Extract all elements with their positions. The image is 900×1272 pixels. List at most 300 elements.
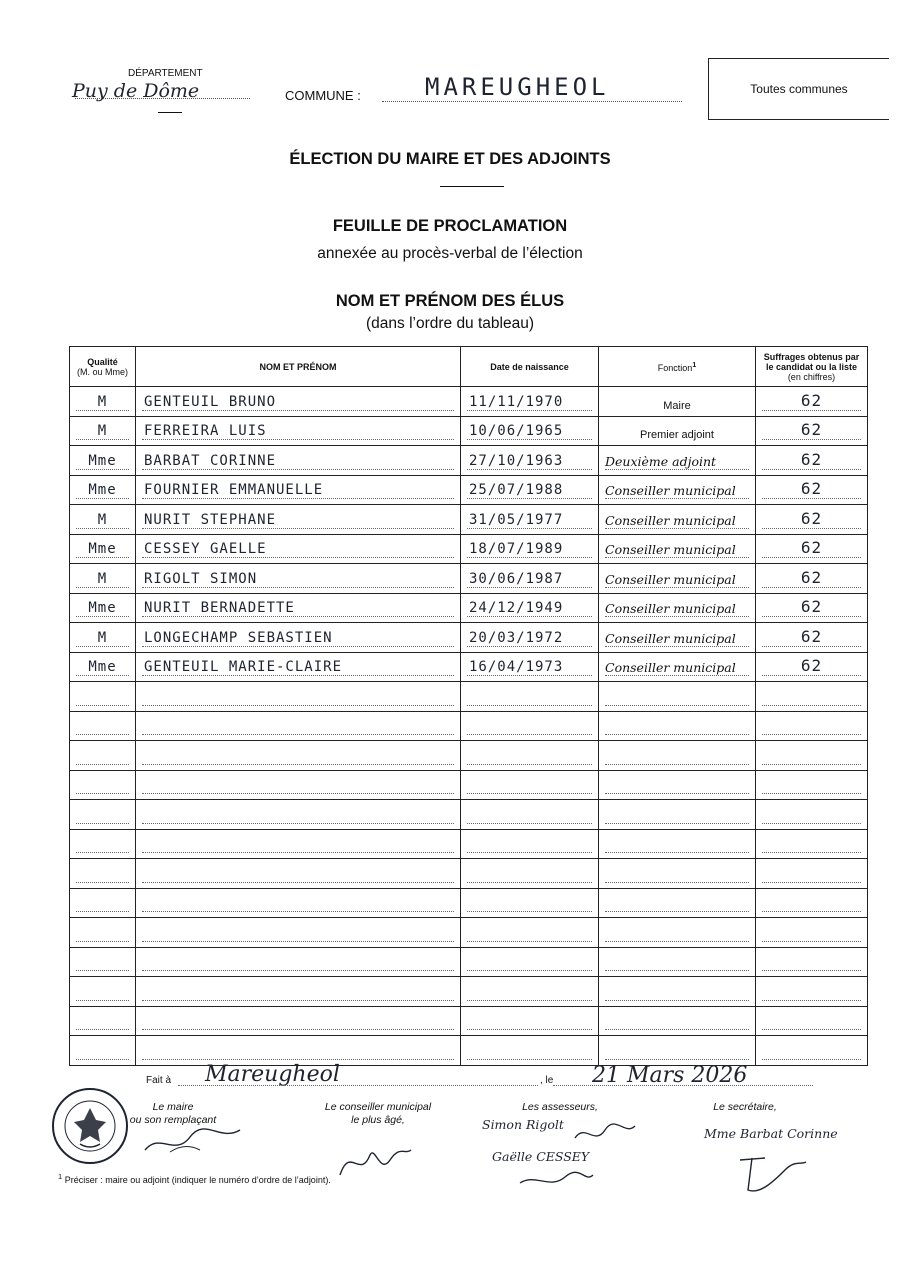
header-fonction-label: Fonction bbox=[657, 362, 693, 373]
dotted-line bbox=[142, 616, 454, 617]
dotted-line bbox=[605, 734, 749, 735]
dotted-line bbox=[762, 587, 861, 588]
nom-value: RIGOLT SIMON bbox=[144, 570, 258, 587]
dotted-line bbox=[605, 941, 749, 942]
dotted-line bbox=[762, 557, 861, 558]
cell-fonction bbox=[599, 977, 756, 1007]
dotted-line bbox=[76, 882, 129, 883]
cell-nom bbox=[136, 859, 461, 889]
date-value: 30/06/1987 bbox=[469, 570, 564, 587]
cell-nom bbox=[136, 888, 461, 918]
cell-date bbox=[461, 977, 599, 1007]
dotted-line bbox=[142, 439, 454, 440]
cell-fonction bbox=[599, 711, 756, 741]
dotted-line bbox=[76, 528, 129, 529]
cell-qualite bbox=[70, 416, 136, 446]
cell-suffrages bbox=[756, 652, 868, 682]
cell-suffrages bbox=[756, 829, 868, 859]
cell-qualite bbox=[70, 977, 136, 1007]
dotted-line bbox=[76, 1000, 129, 1001]
conseiller-role-line2: le plus âgé, bbox=[351, 1114, 405, 1126]
cell-fonction bbox=[599, 682, 756, 712]
assesseur-1-name: Simon Rigolt bbox=[482, 1117, 564, 1132]
date-value: 27/10/1963 bbox=[469, 452, 564, 469]
qualite-value: M bbox=[97, 629, 108, 646]
table-row bbox=[70, 505, 868, 535]
cell-qualite bbox=[70, 711, 136, 741]
dotted-line bbox=[467, 646, 592, 647]
cell-date bbox=[461, 770, 599, 800]
table-row-empty bbox=[70, 888, 868, 918]
cell-fonction bbox=[599, 770, 756, 800]
cell-fonction bbox=[599, 800, 756, 830]
table-row-empty bbox=[70, 947, 868, 977]
dotted-line bbox=[605, 1000, 749, 1001]
table-row bbox=[70, 416, 868, 446]
departement-underline bbox=[158, 112, 182, 113]
dotted-line bbox=[467, 882, 592, 883]
dotted-line bbox=[142, 852, 454, 853]
dotted-line bbox=[605, 823, 749, 824]
header-suffrages-line2: le candidat ou la liste bbox=[765, 361, 858, 372]
cell-suffrages bbox=[756, 564, 868, 594]
commune-value: MAREUGHEOL bbox=[425, 73, 610, 101]
cell-fonction bbox=[599, 505, 756, 535]
suffrages-value: 62 bbox=[800, 626, 823, 646]
cell-qualite bbox=[70, 859, 136, 889]
cell-fonction bbox=[599, 593, 756, 623]
departement-value: Puy de Dôme bbox=[72, 80, 200, 102]
dotted-line bbox=[467, 734, 592, 735]
date-value: 20/03/1972 bbox=[469, 629, 564, 646]
dotted-line bbox=[467, 498, 592, 499]
nom-value: FERREIRA LUIS bbox=[144, 423, 267, 439]
cell-fonction bbox=[599, 859, 756, 889]
cell-suffrages bbox=[756, 682, 868, 712]
date-value: 18/07/1989 bbox=[469, 541, 564, 557]
dotted-line bbox=[762, 439, 861, 440]
fonction-value: Deuxième adjoint bbox=[605, 453, 717, 469]
table-row bbox=[70, 623, 868, 653]
elus-table bbox=[69, 346, 868, 1066]
dotted-line bbox=[605, 646, 749, 647]
dotted-line bbox=[467, 675, 592, 676]
conseiller-signature-block bbox=[308, 1101, 448, 1127]
nom-value: NURIT BERNADETTE bbox=[144, 600, 295, 616]
table-row bbox=[70, 446, 868, 476]
suffrages-value: 62 bbox=[800, 420, 823, 439]
dotted-line bbox=[762, 705, 861, 706]
suffrages-value: 62 bbox=[800, 597, 823, 616]
dotted-line bbox=[762, 882, 861, 883]
fonction-value: Conseiller municipal bbox=[605, 512, 736, 528]
dotted-line bbox=[762, 675, 861, 676]
date-value: 10/06/1965 bbox=[469, 423, 564, 439]
dotted-line bbox=[762, 823, 861, 824]
cell-suffrages bbox=[756, 888, 868, 918]
conseiller-role-line1: Le conseiller municipal bbox=[324, 1101, 432, 1113]
table-row-empty bbox=[70, 741, 868, 771]
maire-role-line1: Le maire bbox=[152, 1101, 194, 1113]
dotted-line bbox=[142, 911, 454, 912]
cell-suffrages bbox=[756, 593, 868, 623]
dotted-line bbox=[762, 852, 861, 853]
dotted-line bbox=[76, 764, 129, 765]
cell-nom bbox=[136, 1006, 461, 1036]
suffrages-value: 62 bbox=[800, 567, 823, 587]
cell-qualite bbox=[70, 918, 136, 948]
cell-fonction bbox=[599, 534, 756, 564]
cell-date bbox=[461, 505, 599, 535]
cell-qualite bbox=[70, 564, 136, 594]
cell-date bbox=[461, 1006, 599, 1036]
cell-qualite bbox=[70, 534, 136, 564]
cell-suffrages bbox=[756, 711, 868, 741]
secretaire-label: Le secrétaire, bbox=[713, 1101, 777, 1113]
dotted-line bbox=[142, 941, 454, 942]
dotted-line bbox=[142, 1059, 454, 1060]
dotted-line bbox=[76, 557, 129, 558]
cell-fonction bbox=[599, 888, 756, 918]
footnote bbox=[58, 1172, 331, 1185]
dotted-line bbox=[467, 1000, 592, 1001]
dotted-line bbox=[76, 911, 129, 912]
maire-role-line2: ou son remplaçant bbox=[129, 1114, 217, 1126]
cell-nom bbox=[136, 446, 461, 476]
departement-label: DÉPARTEMENT bbox=[128, 68, 203, 79]
nom-value: LONGECHAMP SEBASTIEN bbox=[144, 629, 333, 646]
qualite-value: M bbox=[97, 423, 108, 439]
fonction-value: Conseiller municipal bbox=[605, 660, 736, 675]
table-row bbox=[70, 564, 868, 594]
cell-qualite bbox=[70, 387, 136, 417]
cell-nom bbox=[136, 564, 461, 594]
cell-suffrages bbox=[756, 623, 868, 653]
elus-title: NOM ET PRÉNOM DES ÉLUS bbox=[335, 292, 565, 310]
cell-date bbox=[461, 888, 599, 918]
dotted-line bbox=[76, 852, 129, 853]
cell-nom bbox=[136, 505, 461, 535]
dotted-line bbox=[76, 734, 129, 735]
header-nom: NOM ET PRÉNOM bbox=[136, 347, 461, 387]
nom-value: GENTEUIL BRUNO bbox=[144, 393, 277, 410]
suffrages-value: 62 bbox=[800, 390, 823, 410]
dotted-line bbox=[605, 498, 749, 499]
suffrages-value: 62 bbox=[800, 479, 823, 498]
qualite-value: Mme bbox=[88, 659, 117, 675]
cell-suffrages bbox=[756, 387, 868, 417]
dotted-line bbox=[467, 823, 592, 824]
dotted-line bbox=[76, 469, 129, 470]
cell-date bbox=[461, 741, 599, 771]
table-row-empty bbox=[70, 770, 868, 800]
cell-qualite bbox=[70, 652, 136, 682]
fonction-value: Conseiller municipal bbox=[605, 601, 736, 616]
cell-date bbox=[461, 593, 599, 623]
dotted-line bbox=[142, 587, 454, 588]
dotted-line bbox=[142, 410, 454, 411]
dotted-line bbox=[76, 705, 129, 706]
dotted-line bbox=[762, 793, 861, 794]
cell-date bbox=[461, 652, 599, 682]
assesseur-2-name: Gaëlle CESSEY bbox=[492, 1149, 590, 1164]
dotted-line bbox=[762, 1029, 861, 1030]
qualite-value: Mme bbox=[88, 600, 117, 616]
date-value: 21 Mars 2026 bbox=[592, 1063, 748, 1088]
dotted-line bbox=[762, 764, 861, 765]
dotted-line bbox=[467, 911, 592, 912]
qualite-value: Mme bbox=[88, 541, 117, 557]
dotted-line bbox=[142, 823, 454, 824]
cell-nom bbox=[136, 800, 461, 830]
cell-date bbox=[461, 564, 599, 594]
fait-label: Fait à bbox=[146, 1075, 172, 1086]
dotted-line bbox=[605, 970, 749, 971]
dotted-line bbox=[467, 528, 592, 529]
dotted-line bbox=[467, 705, 592, 706]
dotted-line bbox=[762, 646, 861, 647]
cell-suffrages bbox=[756, 416, 868, 446]
fonction-value: Premier adjoint bbox=[640, 429, 714, 441]
cell-fonction bbox=[599, 947, 756, 977]
qualite-value: Mme bbox=[88, 482, 117, 498]
fonction-value: Conseiller municipal bbox=[605, 542, 736, 557]
conseiller-signature-icon bbox=[335, 1135, 415, 1185]
dotted-line bbox=[76, 793, 129, 794]
header-fonction-note: 1 bbox=[692, 361, 697, 369]
cell-date bbox=[461, 446, 599, 476]
footnote-mark: 1 bbox=[58, 1172, 63, 1181]
cell-suffrages bbox=[756, 859, 868, 889]
dotted-line bbox=[762, 469, 861, 470]
cell-qualite bbox=[70, 829, 136, 859]
table-row-empty bbox=[70, 800, 868, 830]
table-row bbox=[70, 475, 868, 505]
cell-nom bbox=[136, 829, 461, 859]
date-value: 25/07/1988 bbox=[469, 482, 564, 498]
header-qualite-line2: (M. ou Mme) bbox=[76, 366, 128, 377]
cell-nom bbox=[136, 1036, 461, 1066]
nom-value: FOURNIER EMMANUELLE bbox=[144, 482, 324, 498]
cell-nom bbox=[136, 387, 461, 417]
fait-value: Mareugheol bbox=[205, 1062, 340, 1087]
dotted-line bbox=[467, 970, 592, 971]
dotted-line bbox=[142, 675, 454, 676]
cell-date bbox=[461, 682, 599, 712]
cell-qualite bbox=[70, 800, 136, 830]
dotted-line bbox=[762, 528, 861, 529]
table-row-empty bbox=[70, 918, 868, 948]
cell-date bbox=[461, 918, 599, 948]
assesseurs-label: Les assesseurs, bbox=[522, 1101, 598, 1113]
dotted-line bbox=[142, 469, 454, 470]
table-row bbox=[70, 534, 868, 564]
cell-date bbox=[461, 859, 599, 889]
dotted-line bbox=[142, 882, 454, 883]
dotted-line bbox=[467, 764, 592, 765]
dotted-line bbox=[467, 469, 592, 470]
dotted-line bbox=[605, 793, 749, 794]
cell-date bbox=[461, 829, 599, 859]
cell-suffrages bbox=[756, 800, 868, 830]
dotted-line bbox=[142, 793, 454, 794]
header-fonction bbox=[599, 347, 756, 387]
dotted-line bbox=[762, 970, 861, 971]
cell-qualite bbox=[70, 593, 136, 623]
dotted-line bbox=[142, 498, 454, 499]
assesseur-2-signature-icon bbox=[515, 1165, 595, 1195]
assesseur-1-signature-icon bbox=[570, 1118, 640, 1148]
cell-nom bbox=[136, 652, 461, 682]
cell-qualite bbox=[70, 1036, 136, 1066]
dotted-line bbox=[467, 1059, 592, 1060]
date-value: 16/04/1973 bbox=[469, 659, 564, 675]
table-row-empty bbox=[70, 1036, 868, 1066]
dotted-line bbox=[76, 498, 129, 499]
header-suffrages bbox=[756, 347, 868, 387]
cell-nom bbox=[136, 593, 461, 623]
dotted-line bbox=[762, 734, 861, 735]
fonction-value: Conseiller municipal bbox=[605, 630, 736, 646]
table-row-empty bbox=[70, 859, 868, 889]
cell-nom bbox=[136, 711, 461, 741]
scope-box bbox=[708, 58, 889, 120]
date-label: , le bbox=[540, 1075, 554, 1086]
dotted-line bbox=[142, 1000, 454, 1001]
cell-suffrages bbox=[756, 475, 868, 505]
cell-date bbox=[461, 947, 599, 977]
cell-fonction bbox=[599, 387, 756, 417]
cell-nom bbox=[136, 534, 461, 564]
dotted-line bbox=[467, 941, 592, 942]
suffrages-value: 62 bbox=[800, 508, 823, 528]
cell-nom bbox=[136, 741, 461, 771]
qualite-value: M bbox=[97, 511, 108, 528]
cell-fonction bbox=[599, 623, 756, 653]
qualite-value: Mme bbox=[88, 452, 117, 469]
cell-qualite bbox=[70, 741, 136, 771]
cell-qualite bbox=[70, 475, 136, 505]
header-date: Date de naissance bbox=[461, 347, 599, 387]
cell-suffrages bbox=[756, 1006, 868, 1036]
election-title: ÉLECTION DU MAIRE ET DES ADJOINTS bbox=[289, 150, 611, 168]
fonction-value: Conseiller municipal bbox=[605, 571, 736, 587]
cell-nom bbox=[136, 770, 461, 800]
cell-nom bbox=[136, 682, 461, 712]
date-value: 24/12/1949 bbox=[469, 600, 564, 616]
table-row bbox=[70, 593, 868, 623]
table-row-empty bbox=[70, 682, 868, 712]
dotted-line bbox=[762, 1059, 861, 1060]
dotted-line bbox=[76, 941, 129, 942]
dotted-line bbox=[142, 705, 454, 706]
nom-value: GENTEUIL MARIE-CLAIRE bbox=[144, 659, 343, 675]
table-row bbox=[70, 387, 868, 417]
nom-value: BARBAT CORINNE bbox=[144, 452, 277, 469]
cell-qualite bbox=[70, 446, 136, 476]
cell-nom bbox=[136, 947, 461, 977]
commune-line bbox=[382, 101, 682, 102]
cell-date bbox=[461, 416, 599, 446]
date-value: 11/11/1970 bbox=[469, 393, 564, 410]
fait-line bbox=[178, 1085, 538, 1086]
cell-suffrages bbox=[756, 918, 868, 948]
dotted-line bbox=[467, 587, 592, 588]
date-value: 31/05/1977 bbox=[469, 511, 564, 528]
qualite-value: M bbox=[97, 570, 108, 587]
cell-qualite bbox=[70, 947, 136, 977]
cell-fonction bbox=[599, 446, 756, 476]
dotted-line bbox=[76, 823, 129, 824]
dotted-line bbox=[762, 410, 861, 411]
commune-label: COMMUNE : bbox=[285, 88, 361, 103]
dotted-line bbox=[605, 882, 749, 883]
cell-fonction bbox=[599, 1036, 756, 1066]
dotted-line bbox=[605, 705, 749, 706]
cell-date bbox=[461, 475, 599, 505]
cell-suffrages bbox=[756, 977, 868, 1007]
cell-fonction bbox=[599, 416, 756, 446]
header-qualite bbox=[70, 347, 136, 387]
cell-suffrages bbox=[756, 1036, 868, 1066]
proclamation-subtitle: annexée au procès-verbal de l’élection bbox=[317, 245, 583, 262]
cell-nom bbox=[136, 977, 461, 1007]
dotted-line bbox=[76, 587, 129, 588]
suffrages-value: 62 bbox=[800, 656, 823, 675]
dotted-line bbox=[142, 764, 454, 765]
dotted-line bbox=[76, 616, 129, 617]
dotted-line bbox=[76, 970, 129, 971]
date-line bbox=[553, 1085, 813, 1086]
dotted-line bbox=[76, 675, 129, 676]
cell-date bbox=[461, 534, 599, 564]
dotted-line bbox=[605, 675, 749, 676]
scope-box-label: Toutes communes bbox=[750, 82, 848, 96]
cell-fonction bbox=[599, 564, 756, 594]
header-qualite-line1: Qualité bbox=[87, 356, 118, 367]
cell-qualite bbox=[70, 1006, 136, 1036]
fonction-value: Maire bbox=[663, 399, 691, 412]
cell-date bbox=[461, 623, 599, 653]
dotted-line bbox=[605, 1029, 749, 1030]
cell-suffrages bbox=[756, 505, 868, 535]
cell-date bbox=[461, 1036, 599, 1066]
qualite-value: M bbox=[97, 393, 108, 410]
cell-suffrages bbox=[756, 534, 868, 564]
dotted-line bbox=[762, 941, 861, 942]
dotted-line bbox=[605, 469, 749, 470]
dotted-line bbox=[142, 557, 454, 558]
cell-date bbox=[461, 387, 599, 417]
dotted-line bbox=[467, 439, 592, 440]
dotted-line bbox=[467, 852, 592, 853]
dotted-line bbox=[76, 410, 129, 411]
dotted-line bbox=[605, 528, 749, 529]
table-row-empty bbox=[70, 711, 868, 741]
dotted-line bbox=[467, 557, 592, 558]
cell-nom bbox=[136, 475, 461, 505]
table-row-empty bbox=[70, 1006, 868, 1036]
dotted-line bbox=[605, 616, 749, 617]
secretaire-signature-icon bbox=[730, 1150, 810, 1200]
dotted-line bbox=[605, 911, 749, 912]
dotted-line bbox=[467, 1029, 592, 1030]
nom-value: NURIT STEPHANE bbox=[144, 511, 277, 528]
dotted-line bbox=[605, 764, 749, 765]
cell-suffrages bbox=[756, 947, 868, 977]
cell-qualite bbox=[70, 770, 136, 800]
maire-signature-icon bbox=[140, 1112, 250, 1162]
